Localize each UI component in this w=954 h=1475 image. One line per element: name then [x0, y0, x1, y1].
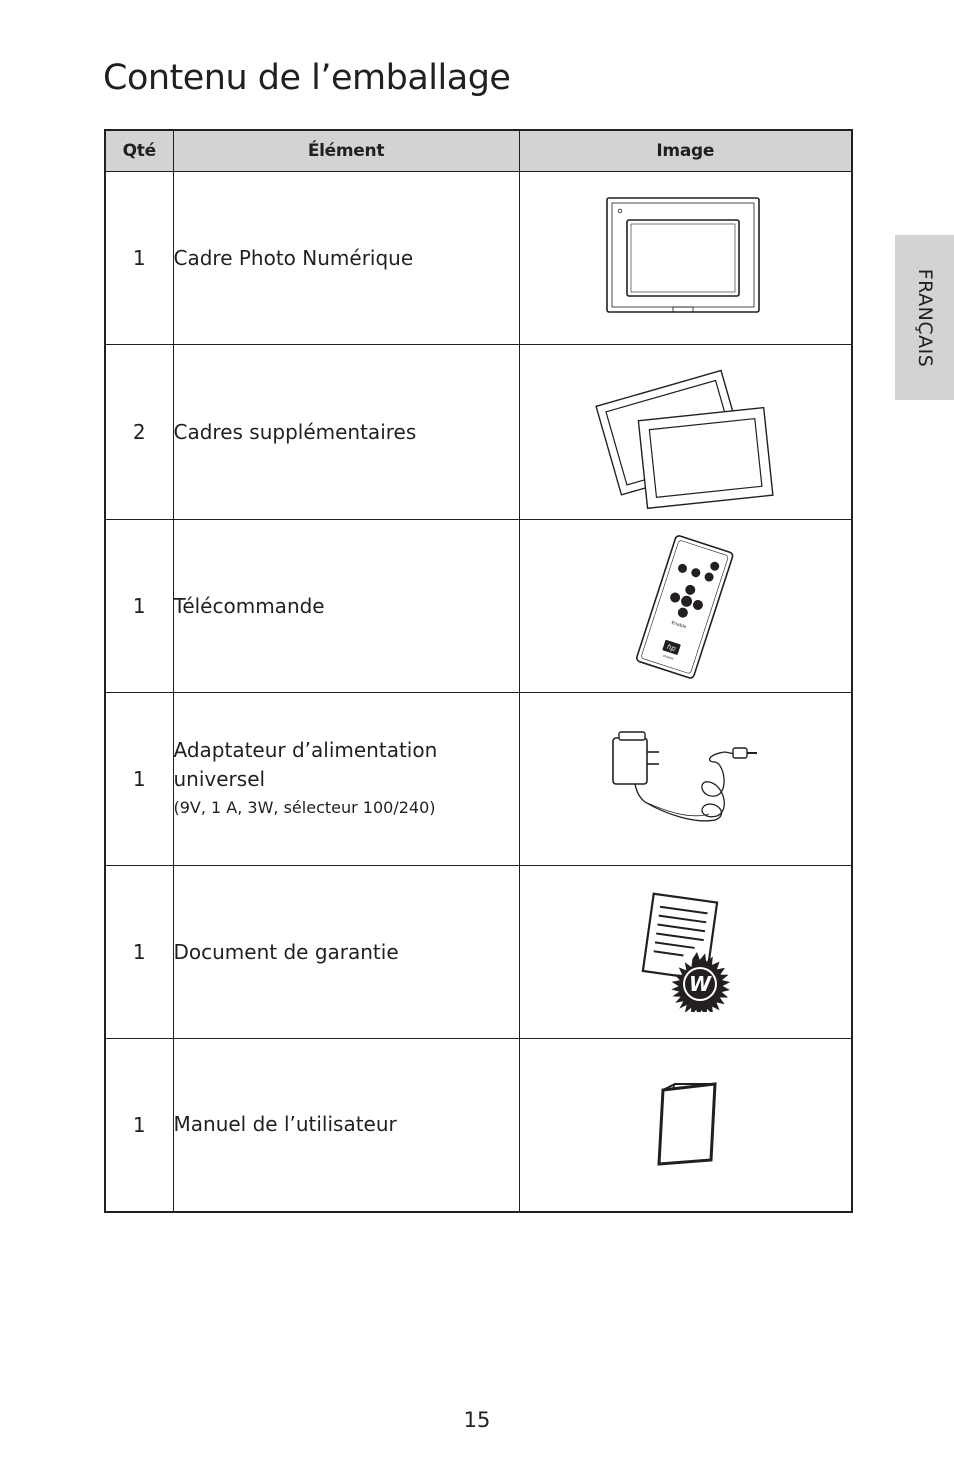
photo-frame-icon [605, 196, 765, 320]
row-image [519, 1039, 852, 1212]
table-row [105, 1039, 852, 1212]
row-item-main: Adaptateur d’alimentation universel [173, 738, 438, 791]
remote-enable-label: Enable [670, 620, 687, 631]
header-image: Image [519, 130, 852, 172]
row-qty: 1 [105, 693, 173, 866]
power-adapter-icon [605, 724, 765, 834]
language-tab [895, 235, 954, 400]
row-image [519, 172, 852, 345]
language-tab-label: FRANÇAIS [913, 268, 936, 367]
row-item: Document de garantie [173, 866, 519, 1039]
row-item: Cadres supplémentaires [173, 345, 519, 520]
table-row [105, 345, 852, 520]
row-qty: 1 [105, 172, 173, 345]
row-item-spec: (9V, 1 A, 3W, sélecteur 100/240) [173, 798, 436, 817]
warranty-document-icon [625, 892, 745, 1012]
page-title: Contenu de l’emballage [103, 58, 511, 98]
row-qty: 1 [105, 1039, 173, 1212]
package-contents-table [104, 129, 853, 1213]
header-item: Élément [173, 130, 519, 172]
remote-control-icon [615, 531, 755, 681]
warranty-seal-letter: W [689, 972, 712, 996]
table-row [105, 172, 852, 345]
row-item: Télécommande [173, 520, 519, 693]
extra-frames-icon [590, 352, 780, 512]
row-qty: 2 [105, 345, 173, 520]
page-number: 15 [463, 1408, 491, 1432]
row-image [519, 520, 852, 693]
user-manual-icon [645, 1080, 725, 1170]
header-qty: Qté [105, 130, 173, 172]
row-image [519, 345, 852, 520]
row-image [519, 693, 852, 866]
table-row [105, 866, 852, 1039]
table-row [105, 693, 852, 866]
row-qty: 1 [105, 520, 173, 693]
row-qty: 1 [105, 866, 173, 1039]
row-item: Cadre Photo Numérique [173, 172, 519, 345]
table-row [105, 520, 852, 693]
row-item [173, 693, 519, 866]
table-header-row [105, 130, 852, 172]
hp-logo-text: hp [666, 642, 678, 654]
row-image [519, 866, 852, 1039]
hp-invent-text: invent [662, 653, 675, 661]
row-item: Manuel de l’utilisateur [173, 1039, 519, 1212]
